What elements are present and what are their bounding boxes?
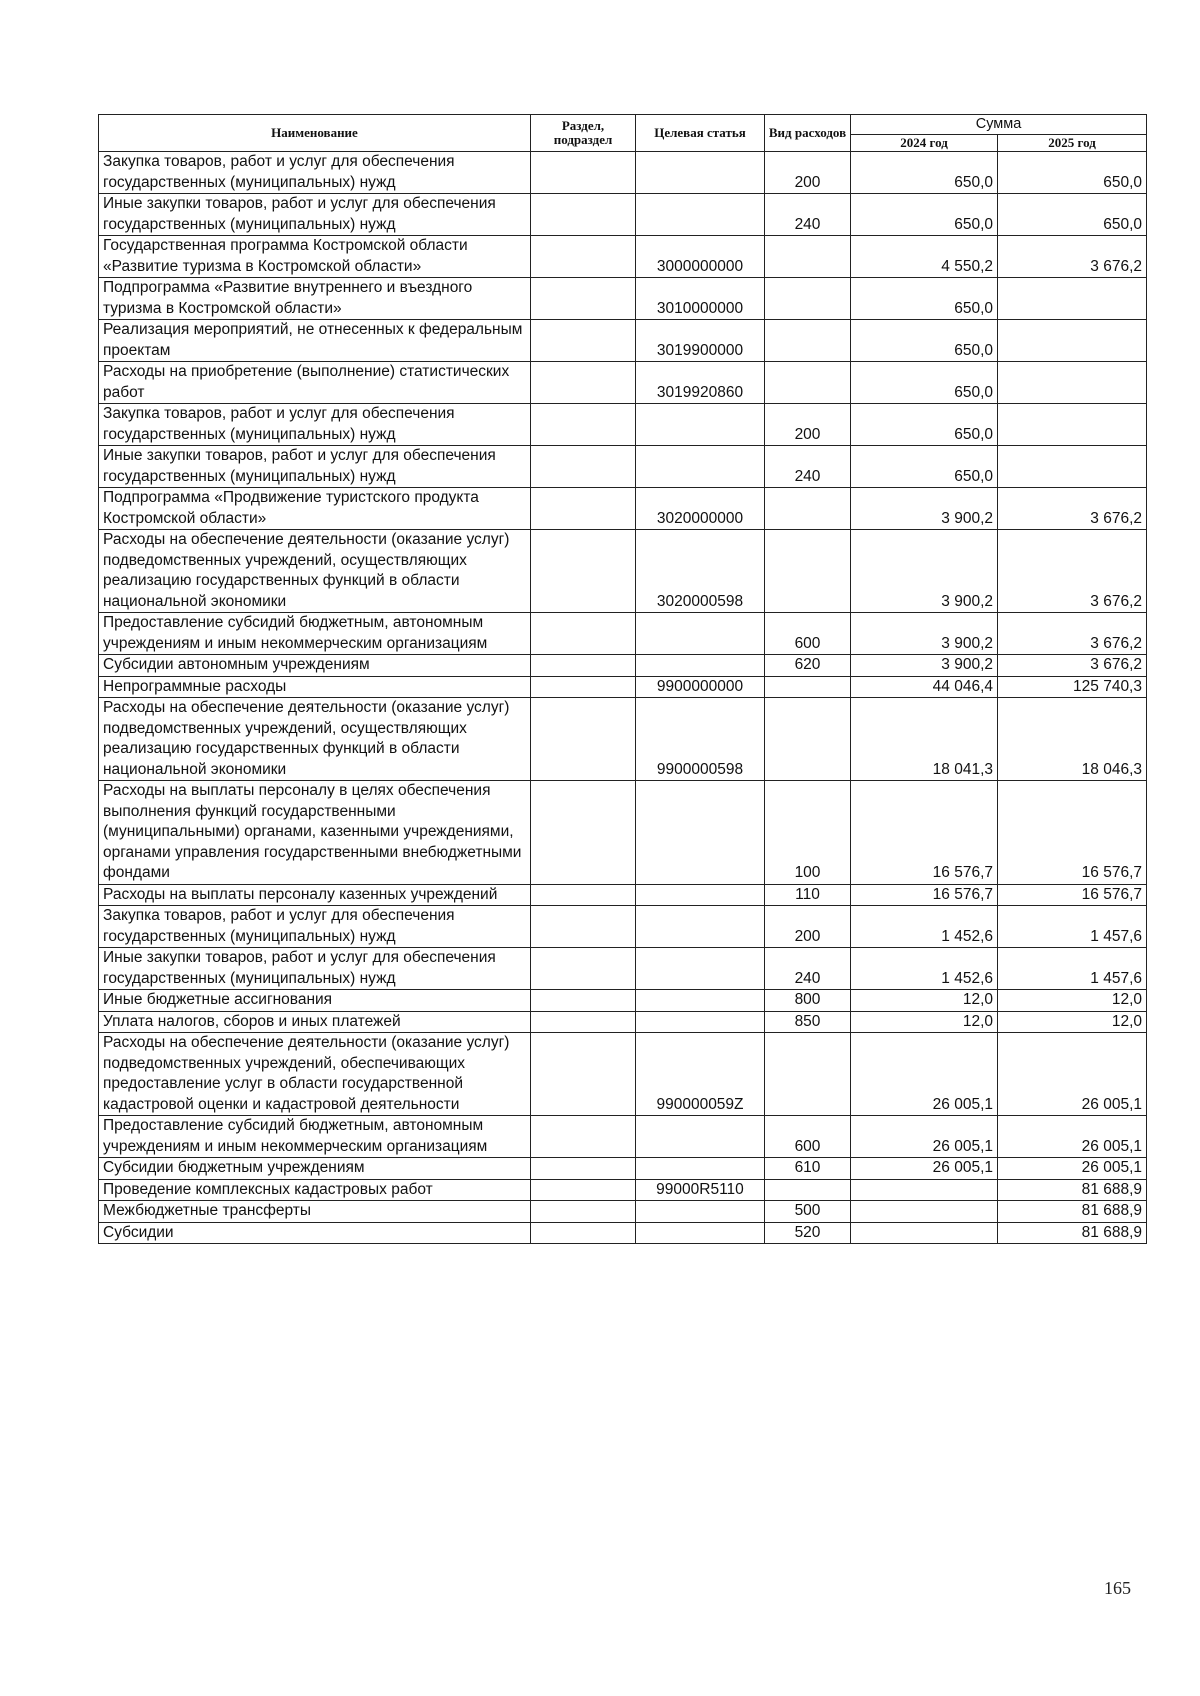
row-name: Подпрограмма «Продвижение туристского продукта Костромской области» xyxy=(99,488,531,530)
row-kind xyxy=(765,1179,851,1201)
row-kind: 800 xyxy=(765,990,851,1012)
row-amount-2024: 26 005,1 xyxy=(851,1158,998,1180)
table-header xyxy=(99,115,1147,152)
row-target xyxy=(636,990,765,1012)
row-amount-2025 xyxy=(998,362,1147,404)
row-amount-2024: 18 041,3 xyxy=(851,698,998,781)
row-section xyxy=(531,698,636,781)
row-target xyxy=(636,446,765,488)
row-amount-2025: 3 676,2 xyxy=(998,530,1147,613)
row-amount-2025: 26 005,1 xyxy=(998,1158,1147,1180)
header-name: Наименование xyxy=(99,115,531,152)
row-kind: 520 xyxy=(765,1222,851,1244)
row-kind xyxy=(765,236,851,278)
row-name: Реализация мероприятий, не отнесенных к федеральным проектам xyxy=(99,320,531,362)
row-section xyxy=(531,1033,636,1116)
table-row xyxy=(99,1179,1147,1201)
row-amount-2024: 16 576,7 xyxy=(851,884,998,906)
table-row xyxy=(99,906,1147,948)
row-section xyxy=(531,906,636,948)
row-target xyxy=(636,1158,765,1180)
header-kind: Вид расходов xyxy=(765,115,851,152)
row-name: Межбюджетные трансферты xyxy=(99,1201,531,1223)
row-kind: 100 xyxy=(765,781,851,885)
header-2024: 2024 год xyxy=(851,135,998,152)
row-target xyxy=(636,655,765,677)
row-amount-2024: 16 576,7 xyxy=(851,781,998,885)
row-amount-2025: 1 457,6 xyxy=(998,906,1147,948)
table-row xyxy=(99,1033,1147,1116)
row-name: Субсидии автономным учреждениям xyxy=(99,655,531,677)
row-kind xyxy=(765,362,851,404)
row-amount-2024 xyxy=(851,1201,998,1223)
row-target xyxy=(636,1011,765,1033)
header-target: Целевая статья xyxy=(636,115,765,152)
row-name: Предоставление субсидий бюджетным, автономным учреждениям и иным некоммерческим организациям xyxy=(99,1116,531,1158)
row-amount-2024: 650,0 xyxy=(851,446,998,488)
row-amount-2025: 81 688,9 xyxy=(998,1179,1147,1201)
row-name: Расходы на обеспечение деятельности (оказание услуг) подведомственных учреждений, осуществляющих реализацию государственных функций в области национальной экономики xyxy=(99,698,531,781)
row-section xyxy=(531,236,636,278)
row-amount-2025: 3 676,2 xyxy=(998,488,1147,530)
budget-table xyxy=(98,114,1147,1244)
row-name: Закупка товаров, работ и услуг для обеспечения государственных (муниципальных) нужд xyxy=(99,906,531,948)
row-amount-2025: 650,0 xyxy=(998,194,1147,236)
row-amount-2025: 81 688,9 xyxy=(998,1222,1147,1244)
row-amount-2024: 3 900,2 xyxy=(851,488,998,530)
table-row xyxy=(99,698,1147,781)
row-section xyxy=(531,613,636,655)
row-name: Иные закупки товаров, работ и услуг для обеспечения государственных (муниципальных) нужд xyxy=(99,948,531,990)
row-target xyxy=(636,781,765,885)
row-section xyxy=(531,1158,636,1180)
row-amount-2025 xyxy=(998,278,1147,320)
row-kind xyxy=(765,320,851,362)
table-row xyxy=(99,613,1147,655)
row-target xyxy=(636,884,765,906)
row-amount-2024: 650,0 xyxy=(851,404,998,446)
row-kind: 240 xyxy=(765,194,851,236)
row-kind: 110 xyxy=(765,884,851,906)
row-section xyxy=(531,404,636,446)
table-row xyxy=(99,152,1147,194)
row-target xyxy=(636,613,765,655)
row-target: 3000000000 xyxy=(636,236,765,278)
row-target xyxy=(636,194,765,236)
row-section xyxy=(531,1116,636,1158)
header-2025: 2025 год xyxy=(998,135,1147,152)
row-kind xyxy=(765,530,851,613)
row-kind: 610 xyxy=(765,1158,851,1180)
row-target xyxy=(636,1201,765,1223)
row-name: Государственная программа Костромской области «Развитие туризма в Костромской области» xyxy=(99,236,531,278)
row-amount-2024: 44 046,4 xyxy=(851,676,998,698)
row-amount-2024: 12,0 xyxy=(851,1011,998,1033)
row-name: Закупка товаров, работ и услуг для обеспечения государственных (муниципальных) нужд xyxy=(99,152,531,194)
row-kind xyxy=(765,278,851,320)
row-amount-2025: 3 676,2 xyxy=(998,613,1147,655)
row-name: Проведение комплексных кадастровых работ xyxy=(99,1179,531,1201)
row-section xyxy=(531,676,636,698)
row-amount-2025 xyxy=(998,320,1147,362)
row-amount-2025: 26 005,1 xyxy=(998,1116,1147,1158)
row-section xyxy=(531,948,636,990)
table-row xyxy=(99,1158,1147,1180)
row-section xyxy=(531,781,636,885)
table-row xyxy=(99,1201,1147,1223)
row-amount-2024 xyxy=(851,1222,998,1244)
table-row xyxy=(99,278,1147,320)
row-name: Иные бюджетные ассигнования xyxy=(99,990,531,1012)
row-amount-2025: 12,0 xyxy=(998,990,1147,1012)
header-section: Раздел, подраздел xyxy=(531,115,636,152)
row-name: Иные закупки товаров, работ и услуг для обеспечения государственных (муниципальных) нужд xyxy=(99,194,531,236)
table-row xyxy=(99,446,1147,488)
row-name: Уплата налогов, сборов и иных платежей xyxy=(99,1011,531,1033)
row-target: 3020000598 xyxy=(636,530,765,613)
row-amount-2024: 650,0 xyxy=(851,362,998,404)
row-kind xyxy=(765,488,851,530)
row-target: 3019900000 xyxy=(636,320,765,362)
row-section xyxy=(531,884,636,906)
row-name: Предоставление субсидий бюджетным, автономным учреждениям и иным некоммерческим организациям xyxy=(99,613,531,655)
table-row xyxy=(99,948,1147,990)
row-amount-2024: 1 452,6 xyxy=(851,906,998,948)
row-name: Иные закупки товаров, работ и услуг для обеспечения государственных (муниципальных) нужд xyxy=(99,446,531,488)
table-row xyxy=(99,488,1147,530)
table-row xyxy=(99,404,1147,446)
row-name: Расходы на приобретение (выполнение) статистических работ xyxy=(99,362,531,404)
row-kind: 600 xyxy=(765,613,851,655)
row-kind: 200 xyxy=(765,404,851,446)
row-section xyxy=(531,530,636,613)
table-row xyxy=(99,781,1147,885)
row-amount-2025: 18 046,3 xyxy=(998,698,1147,781)
row-kind xyxy=(765,676,851,698)
row-amount-2024: 650,0 xyxy=(851,278,998,320)
row-section xyxy=(531,1222,636,1244)
row-name: Субсидии бюджетным учреждениям xyxy=(99,1158,531,1180)
table-row xyxy=(99,1011,1147,1033)
header-sum: Сумма xyxy=(851,115,1147,135)
row-section xyxy=(531,655,636,677)
row-section xyxy=(531,320,636,362)
row-amount-2024: 3 900,2 xyxy=(851,530,998,613)
row-name: Подпрограмма «Развитие внутреннего и въездного туризма в Костромской области» xyxy=(99,278,531,320)
table-body xyxy=(99,152,1147,1244)
row-amount-2025: 16 576,7 xyxy=(998,781,1147,885)
row-target xyxy=(636,1116,765,1158)
table-row xyxy=(99,676,1147,698)
row-kind xyxy=(765,1033,851,1116)
table-row xyxy=(99,530,1147,613)
row-amount-2024: 650,0 xyxy=(851,194,998,236)
table-row xyxy=(99,362,1147,404)
row-amount-2025: 12,0 xyxy=(998,1011,1147,1033)
row-amount-2025: 1 457,6 xyxy=(998,948,1147,990)
row-amount-2025: 125 740,3 xyxy=(998,676,1147,698)
row-section xyxy=(531,990,636,1012)
row-section xyxy=(531,362,636,404)
row-amount-2025: 16 576,7 xyxy=(998,884,1147,906)
row-target: 3010000000 xyxy=(636,278,765,320)
row-target: 9900000000 xyxy=(636,676,765,698)
row-target xyxy=(636,404,765,446)
row-amount-2024: 3 900,2 xyxy=(851,613,998,655)
row-section xyxy=(531,152,636,194)
row-section xyxy=(531,1179,636,1201)
row-kind: 200 xyxy=(765,152,851,194)
table-row xyxy=(99,1222,1147,1244)
row-kind: 850 xyxy=(765,1011,851,1033)
row-name: Расходы на выплаты персоналу в целях обеспечения выполнения функций государственными (муниципальными) органами, казенными учреждениями, органами управления государственными внебюджетными фондами xyxy=(99,781,531,885)
row-kind: 620 xyxy=(765,655,851,677)
row-target: 9900000598 xyxy=(636,698,765,781)
row-kind xyxy=(765,698,851,781)
row-name: Расходы на обеспечение деятельности (оказание услуг) подведомственных учреждений, осуществляющих реализацию государственных функций в области национальной экономики xyxy=(99,530,531,613)
row-target xyxy=(636,1222,765,1244)
row-amount-2024: 4 550,2 xyxy=(851,236,998,278)
row-amount-2024: 1 452,6 xyxy=(851,948,998,990)
row-amount-2025 xyxy=(998,446,1147,488)
row-kind: 240 xyxy=(765,948,851,990)
row-section xyxy=(531,278,636,320)
row-name: Расходы на обеспечение деятельности (оказание услуг) подведомственных учреждений, обеспечивающих предоставление услуг в области государственной кадастровой оценки и кадастровой деятельности xyxy=(99,1033,531,1116)
row-target: 3019920860 xyxy=(636,362,765,404)
row-amount-2025: 3 676,2 xyxy=(998,655,1147,677)
table-row xyxy=(99,655,1147,677)
row-section xyxy=(531,194,636,236)
row-section xyxy=(531,446,636,488)
row-section xyxy=(531,488,636,530)
row-kind: 500 xyxy=(765,1201,851,1223)
table-row xyxy=(99,194,1147,236)
row-amount-2024 xyxy=(851,1179,998,1201)
row-amount-2024: 3 900,2 xyxy=(851,655,998,677)
row-target: 3020000000 xyxy=(636,488,765,530)
row-amount-2025: 3 676,2 xyxy=(998,236,1147,278)
row-amount-2024: 12,0 xyxy=(851,990,998,1012)
table-row xyxy=(99,236,1147,278)
row-amount-2024: 26 005,1 xyxy=(851,1116,998,1158)
table-row xyxy=(99,320,1147,362)
row-section xyxy=(531,1201,636,1223)
row-name: Непрограммные расходы xyxy=(99,676,531,698)
row-target xyxy=(636,948,765,990)
row-kind: 200 xyxy=(765,906,851,948)
row-amount-2024: 650,0 xyxy=(851,320,998,362)
row-target xyxy=(636,906,765,948)
row-kind: 600 xyxy=(765,1116,851,1158)
row-target: 99000R5110 xyxy=(636,1179,765,1201)
row-target xyxy=(636,152,765,194)
row-name: Субсидии xyxy=(99,1222,531,1244)
row-amount-2024: 26 005,1 xyxy=(851,1033,998,1116)
table-row xyxy=(99,1116,1147,1158)
row-section xyxy=(531,1011,636,1033)
table-row xyxy=(99,884,1147,906)
table-row xyxy=(99,990,1147,1012)
row-amount-2025 xyxy=(998,404,1147,446)
row-amount-2025: 81 688,9 xyxy=(998,1201,1147,1223)
row-name: Закупка товаров, работ и услуг для обеспечения государственных (муниципальных) нужд xyxy=(99,404,531,446)
row-name: Расходы на выплаты персоналу казенных учреждений xyxy=(99,884,531,906)
row-kind: 240 xyxy=(765,446,851,488)
row-target: 990000059Z xyxy=(636,1033,765,1116)
row-amount-2025: 26 005,1 xyxy=(998,1033,1147,1116)
row-amount-2025: 650,0 xyxy=(998,152,1147,194)
row-amount-2024: 650,0 xyxy=(851,152,998,194)
page-number: 165 xyxy=(1104,1578,1131,1598)
